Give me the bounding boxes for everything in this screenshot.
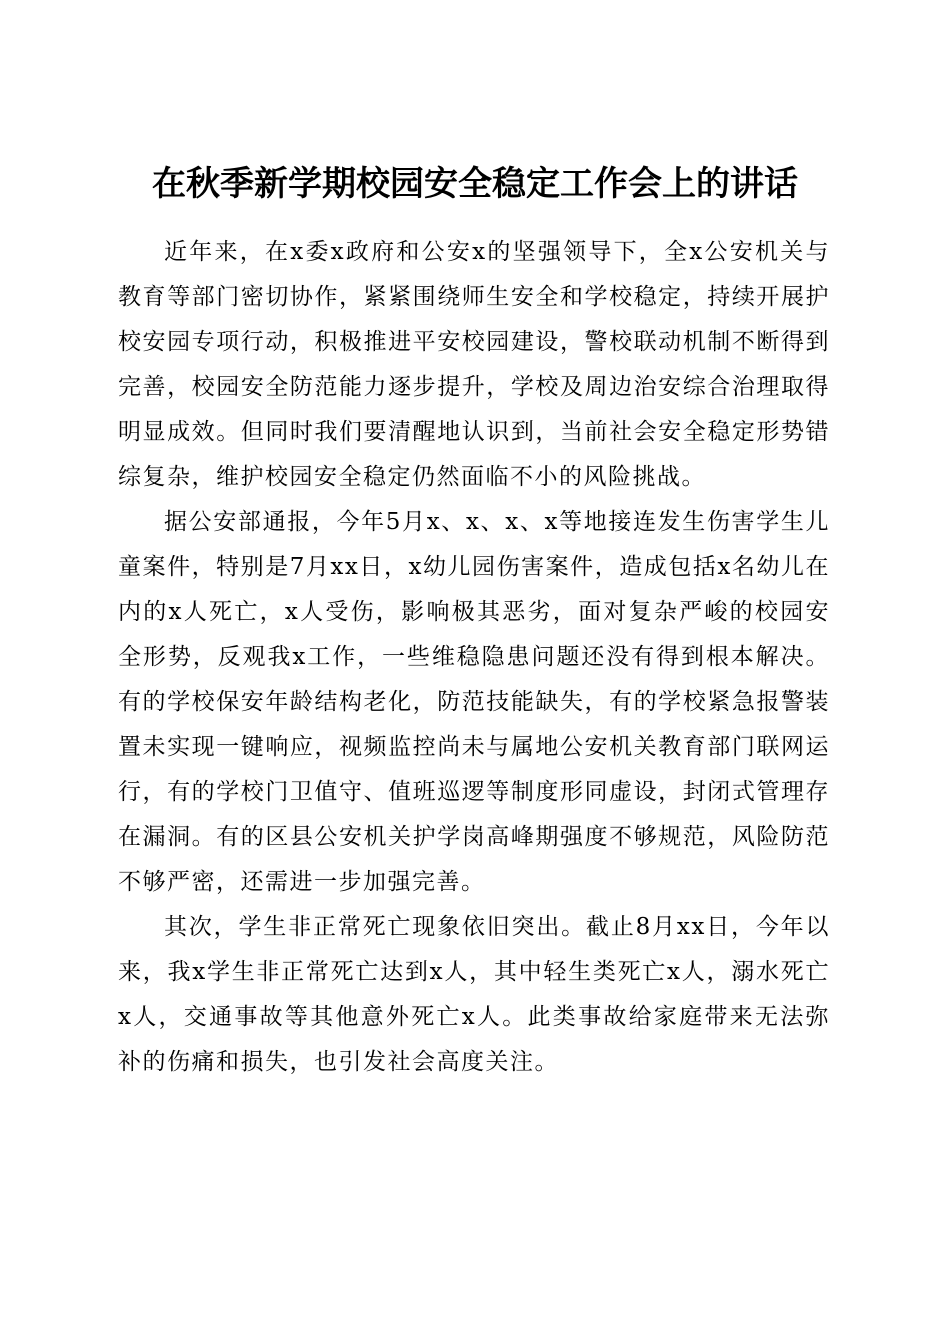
paragraph-2: 据公安部通报，今年5月x、x、x、x等地接连发生伤害学生儿童案件，特别是7月xx日，x幼儿园伤害案件，造成包括x名幼儿在内的x人死亡，x人受伤，影响极其恶劣，面对复杂严峻的校园安全形势，反观我x工作，一些维稳隐患问题还没有得到根本解决。有的学校保安年龄结构老化，防范技能缺失，有的学校紧急报警装置未实现一键响应，视频监控尚未与属地公安机关教育部门联网运行，有的学校门卫值守、值班巡逻等制度形同虚设，封闭式管理存在漏洞。有的区县公安机关护学岗高峰期强度不够规范，风险防范不够严密，还需进一步加强完善。 [118, 509, 830, 895]
paragraph-3: 其次，学生非正常死亡现象依旧突出。截止8月xx日，今年以来，我x学生非正常死亡达到x人，其中轻生类死亡x人，溺水死亡x人，交通事故等其他意外死亡x人。此类事故给家庭带来无法弥补的伤痛和损失，也引发社会高度关注。 [118, 914, 830, 1075]
document-body [118, 230, 830, 1085]
document-title: 在秋季新学期校园安全稳定工作会上的讲话 [152, 163, 798, 204]
paragraph-1: 近年来，在x委x政府和公安x的坚强领导下，全x公安机关与教育等部门密切协作，紧紧围绕师生安全和学校稳定，持续开展护校安园专项行动，积极推进平安校园建设，警校联动机制不断得到完善，校园安全防范能力逐步提升，学校及周边治安综合治理取得明显成效。但同时我们要清醒地认识到，当前社会安全稳定形势错综复杂，维护校园安全稳定仍然面临不小的风险挑战。 [118, 239, 830, 490]
